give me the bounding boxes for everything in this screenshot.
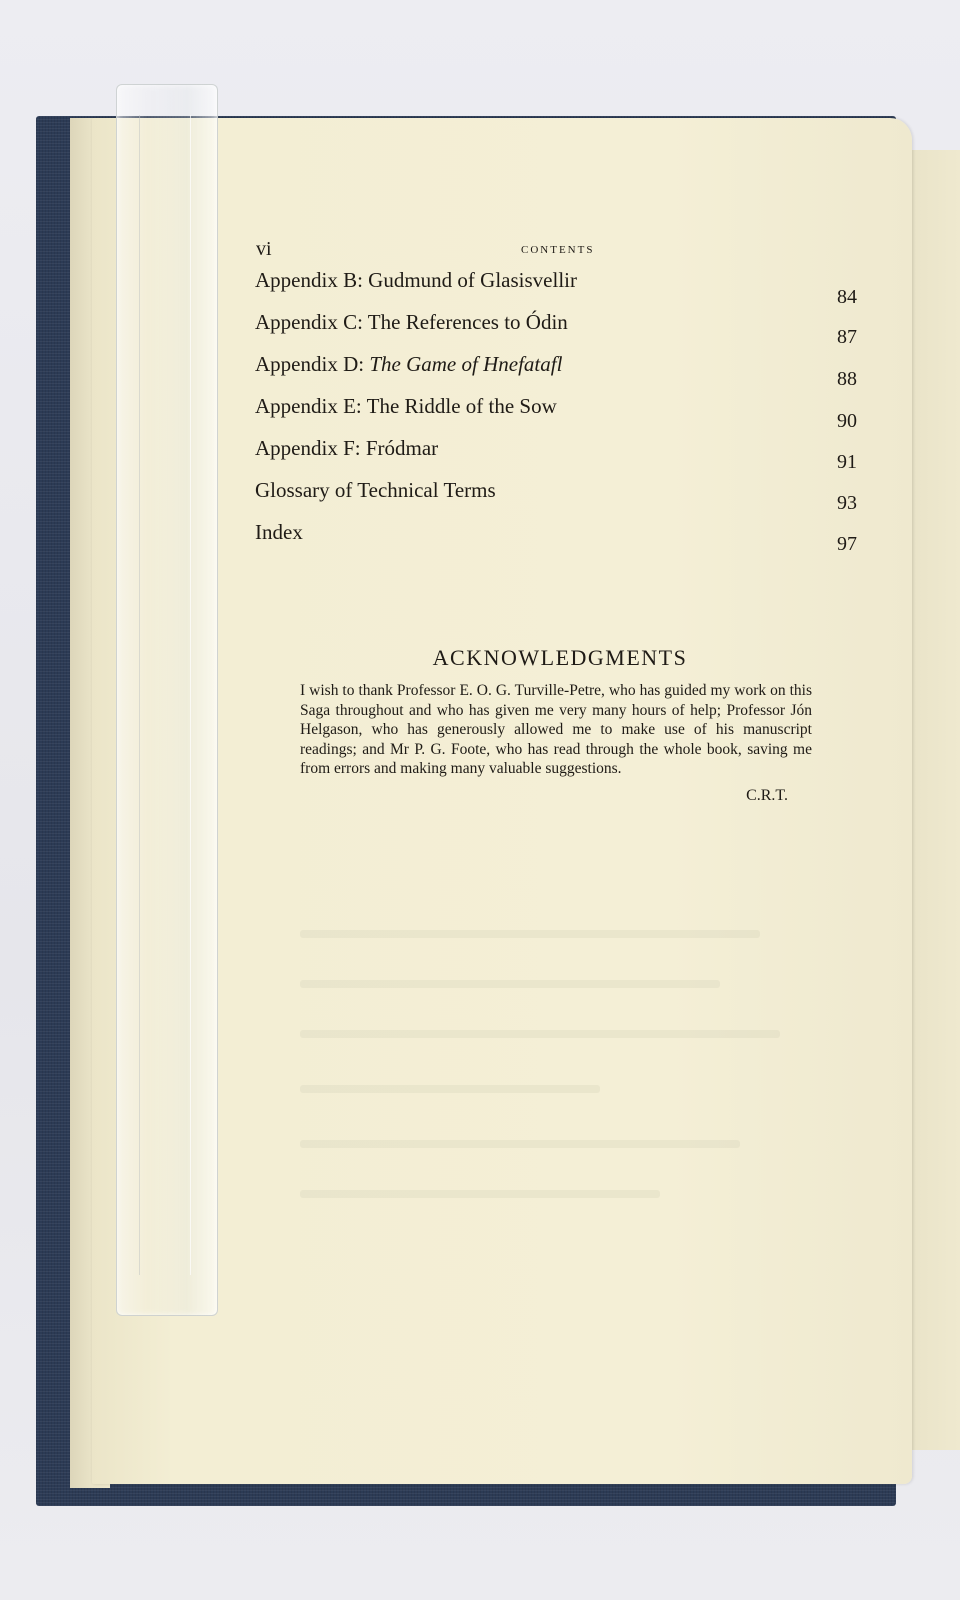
toc-entry (255, 436, 875, 473)
show-through-line (300, 1030, 780, 1038)
toc-entry-title: Appendix B: Gudmund of Glasisvellir (255, 268, 577, 292)
acknowledgments-section (300, 645, 820, 805)
toc-entry (255, 310, 875, 348)
show-through-line (300, 930, 760, 938)
toc-entry (255, 520, 875, 555)
acknowledgments-signature: C.R.T. (746, 786, 788, 804)
toc-entry (255, 268, 875, 308)
toc-entry-page: 93 (837, 492, 857, 514)
toc-entry-page: 91 (837, 451, 857, 473)
toc-entry-title: Glossary of Technical Terms (255, 478, 496, 502)
toc-entry (255, 478, 875, 514)
toc-entry-page: 97 (837, 533, 857, 555)
running-head: contents (521, 241, 595, 257)
toc-entry-title: Appendix E: The Riddle of the Sow (255, 394, 557, 418)
acknowledgments-body: I wish to thank Professor E. O. G. Turville-Petre, who has guided my work on this Saga throughout and who has given me very many hours of help; Professor Jón Helgason, who has generously allowed me to make use of his manuscript readings; and Mr P. G. Foote, who has read through the whole book, saving me from errors and making many valuable suggestions. (300, 682, 812, 777)
acknowledgments-heading: ACKNOWLEDGMENTS (432, 645, 688, 670)
page-header (256, 238, 626, 264)
page-number: vi (256, 238, 272, 260)
show-through-line (300, 1140, 740, 1148)
toc-entry (255, 352, 875, 390)
show-through-line (300, 1085, 600, 1093)
toc-entry-page: 90 (837, 410, 857, 432)
toc-entry-page: 84 (837, 286, 857, 308)
page-holder-inner-edge (139, 115, 191, 1275)
show-through-line (300, 980, 720, 988)
acrylic-page-holder (116, 84, 218, 1316)
toc-entry (255, 394, 875, 432)
toc-entry-title: Index (255, 520, 303, 544)
toc-entry-title: Appendix C: The References to Ódin (255, 310, 568, 334)
toc-entry-title: Appendix D: The Game of Hnefatafl (255, 352, 563, 376)
toc-entry-title-italic: The Game of Hnefatafl (369, 352, 563, 376)
toc-entry-title: Appendix F: Fródmar (255, 436, 439, 460)
show-through-line (300, 1190, 660, 1198)
toc-entry-page: 88 (837, 368, 857, 390)
toc-entry-page: 87 (837, 326, 857, 348)
table-of-contents (255, 268, 875, 568)
